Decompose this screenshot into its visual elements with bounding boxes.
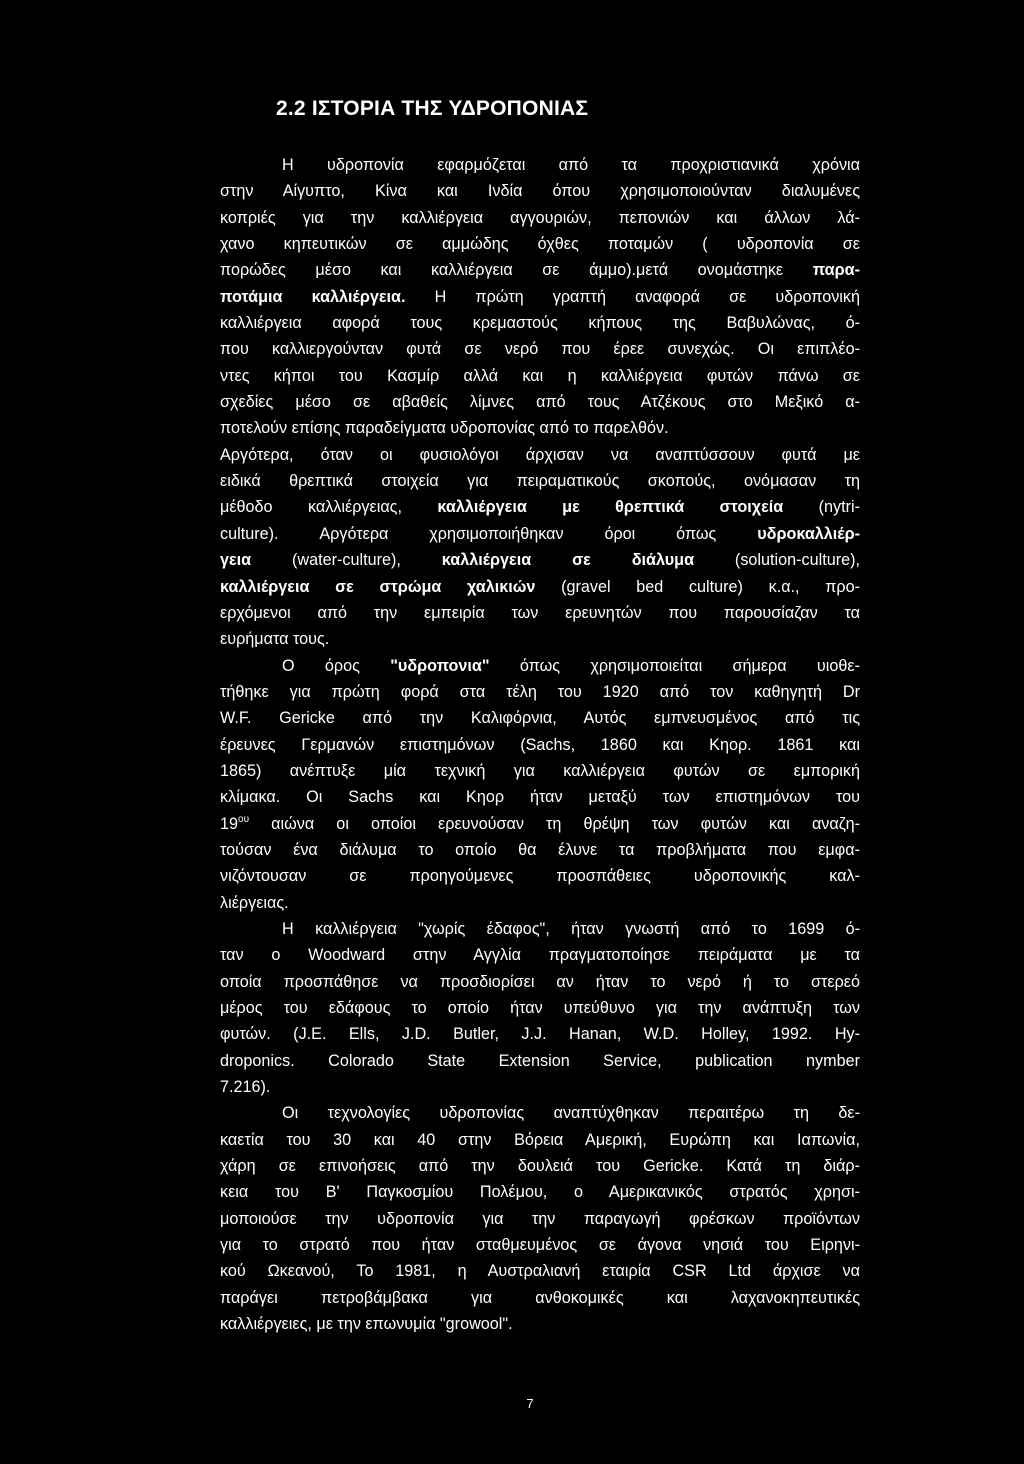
text-line <box>220 521 860 547</box>
text-line <box>220 1074 860 1100</box>
text-line <box>220 679 860 705</box>
text-segment: παράγει πετροβάμβακα για ανθοκομικές και λαχανοκηπευτικές <box>220 1288 860 1307</box>
text-line <box>220 547 860 573</box>
text-segment: φυτών. (J.E. Ells, J.D. Butler, J.J. Hanan, W.D. Holley, 1992. Hy- <box>220 1025 860 1044</box>
text-segment: (gravel bed culture) κ.α., προ- <box>535 577 860 596</box>
text-segment: (water-culture), <box>251 551 442 570</box>
text-line <box>220 1285 860 1311</box>
text-line <box>220 969 860 995</box>
text-segment: W.F. Gericke από την Καλιφόρνια, Αυτός εμπνευσμένος από τις <box>220 709 860 728</box>
text-segment: Αργότερα, όταν οι φυσιολόγοι άρχισαν να αναπτύσσουν φυτά με <box>220 445 860 464</box>
text-segment: ντες κήποι του Κασμίρ αλλά και η καλλιέργεια φυτών πάνω σε <box>220 366 860 385</box>
text-line <box>220 600 860 626</box>
text-line <box>220 284 860 310</box>
bold-text: γεια <box>220 551 252 570</box>
text-line <box>220 1153 860 1179</box>
text-segment: κοπριές για την καλλιέργεια αγγουριών, πεπονιών και άλλων λά- <box>220 208 860 227</box>
text-line <box>220 732 860 758</box>
text-segment: Η υδροπονία εφαρμόζεται από τα προχριστιανικά χρόνια <box>282 156 860 174</box>
text-segment: καλλιέργειες, με την επωνυμία "growool". <box>220 1315 513 1334</box>
text-line <box>220 336 860 362</box>
text-line <box>220 257 860 283</box>
text-line <box>220 1021 860 1047</box>
bold-text: ποτάμια καλλιέργεια. <box>220 287 406 306</box>
text-line <box>220 310 860 336</box>
bold-text: παρα- <box>812 261 860 280</box>
text-line <box>220 468 860 494</box>
text-segment: (nytri- <box>783 498 860 517</box>
text-line <box>220 231 860 257</box>
text-line <box>220 995 860 1021</box>
text-line <box>220 415 860 441</box>
text-segment: καλλιέργεια αφορά τους κρεμαστούς κήπους της Βαβυλώνας, ό- <box>220 314 860 333</box>
bold-text: καλλιέργεια σε διάλυμα <box>441 551 695 570</box>
text-segment: culture). Αργότερα χρησιμοποιήθηκαν όροι όπως <box>220 524 758 543</box>
text-segment: χάρη σε επινοήσεις από την δουλειά του Gericke. Κατά τη διάρ- <box>220 1157 860 1176</box>
text-line <box>220 705 860 731</box>
text-segment: κεια του Β' Παγκοσμίου Πολέμου, ο Αμερικανικός στρατός χρησι- <box>220 1183 860 1202</box>
text-segment: τούσαν ένα διάλυμα το οποίο θα έλυνε τα προβλήματα που εμφα- <box>220 840 860 859</box>
text-segment: για το στρατό που ήταν σταθμευμένος σε άγονα νησιά του Ειρηνι- <box>220 1236 860 1255</box>
text-segment: όπως χρησιμοποιείται σήμερα υιοθε- <box>489 656 860 675</box>
text-line <box>220 758 860 784</box>
text-line <box>220 942 860 968</box>
bold-text: υδροκαλλιέρ- <box>757 524 860 543</box>
page-number: 7 <box>526 1396 534 1411</box>
text-segment: καετία του 30 και 40 στην Βόρεια Αμερική, Ευρώπη και Ιαπωνία, <box>220 1130 860 1149</box>
text-segment: ευρήματα τους. <box>220 630 330 649</box>
text-line <box>220 1100 860 1126</box>
text-line <box>220 863 860 889</box>
text-segment: οποία προσπάθησε να προσδιορίσει αν ήταν το νερό ή το στερεό <box>220 972 860 991</box>
text-line <box>220 811 860 837</box>
text-segment: ειδικά θρεπτικά στοιχεία για πειραματικούς σκοπούς, ονόμασαν τη <box>220 472 860 491</box>
text-line <box>220 494 860 520</box>
text-segment: κλίμακα. Οι Sachs και Κηορ ήταν μεταξύ των επιστημόνων του <box>220 788 860 807</box>
superscript: ου <box>238 813 250 825</box>
text-segment: droponics. Colorado State Extension Service, publication nymber <box>220 1051 860 1070</box>
text-segment: κού Ωκεανού, Το 1981, η Αυστραλιανή εταιρία CSR Ltd άρχισε να <box>220 1262 860 1281</box>
text-line <box>220 363 860 389</box>
bold-text: καλλιέργεια σε στρώμα χαλικιών <box>220 577 536 596</box>
text-line <box>220 784 860 810</box>
text-segment: μέθοδο καλλιέργειας, <box>220 498 438 517</box>
text-segment: Η πρώτη γραπτή αναφορά σε υδροπονική <box>405 287 860 306</box>
section-heading: 2.2 ΙΣΤΟΡΙΑ ΤΗΣ ΥΔΡΟΠΟΝΙΑΣ <box>276 97 589 120</box>
text-segment: λιέργειας. <box>220 893 289 912</box>
text-segment: τήθηκε για πρώτη φορά στα τέλη του 1920 από τον καθηγητή Dr <box>220 682 860 701</box>
text-line <box>220 389 860 415</box>
text-line <box>220 152 860 178</box>
text-line <box>220 1311 860 1337</box>
text-line <box>220 442 860 468</box>
text-line <box>220 916 860 942</box>
text-segment: στην Αίγυπτο, Κίνα και Ινδία όπου χρησιμοποιούνταν διαλυμένες <box>220 182 860 201</box>
text-segment: ερχόμενοι από την εμπειρία των ερευνητών που παρουσίαζαν τα <box>220 603 860 622</box>
text-segment: 19 <box>220 814 239 833</box>
text-segment: Οι τεχνολογίες υδροπονίας αναπτύχθηκαν περαιτέρω τη δε- <box>282 1104 860 1123</box>
text-segment: σχεδίες μέσο σε αβαθείς λίμνες από τους Ατζέκους στο Μεξικό α- <box>220 393 860 412</box>
text-line <box>220 837 860 863</box>
text-line <box>220 1232 860 1258</box>
text-segment: Ο όρος <box>282 656 391 675</box>
text-line <box>220 890 860 916</box>
text-segment: που καλλιεργούνταν φυτά σε νερό που έρεε συνεχώς. Οι επιπλέο- <box>220 340 860 359</box>
text-line <box>220 205 860 231</box>
text-segment: Η καλλιέργεια "χωρίς έδαφος", ήταν γνωστή από το 1699 ό- <box>282 919 860 938</box>
body-text <box>220 152 860 1337</box>
text-line <box>220 178 860 204</box>
text-line <box>220 1127 860 1153</box>
text-segment: μέρος του εδάφους το οποίο ήταν υπεύθυνο για την ανάπτυξη των <box>220 999 860 1017</box>
text-line <box>220 1258 860 1284</box>
text-line <box>220 1179 860 1205</box>
bold-text: "υδροπονια" <box>390 656 490 675</box>
text-line <box>220 1048 860 1074</box>
text-line <box>220 626 860 652</box>
text-segment: 7.216). <box>220 1078 271 1097</box>
text-line <box>220 1206 860 1232</box>
text-segment: (solution-culture), <box>694 551 860 570</box>
text-segment: ποτελούν επίσης παραδείγματα υδροπονίας από το παρελθόν. <box>220 419 669 438</box>
text-segment: πορώδες μέσο και καλλιέργεια σε άμμο).μετά ονομάστηκε <box>220 261 813 280</box>
text-segment: ταν ο Woodward στην Αγγλία πραγματοποίησε πειράματα με τα <box>220 946 860 965</box>
text-segment: αιώνα οι οποίοι ερευνούσαν τη θρέψη των φυτών και αναζη- <box>249 814 860 833</box>
text-segment: χανο κηπευτικών σε αμμώδης όχθες ποταμών ( υδροπονία σε <box>220 235 860 254</box>
text-line <box>220 653 860 679</box>
text-segment: νιζόντουσαν σε προηγούμενες προσπάθειες υδροπονικής καλ- <box>220 867 860 886</box>
text-segment: μοποιούσε την υδροπονία για την παραγωγή φρέσκων προϊόντων <box>220 1209 860 1228</box>
text-line <box>220 574 860 600</box>
bold-text: καλλιέργεια με θρεπτικά στοιχεία <box>437 498 784 517</box>
text-segment: έρευνες Γερμανών επιστημόνων (Sachs, 1860 και Κηορ. 1861 και <box>220 735 860 754</box>
text-segment: 1865) ανέπτυξε μία τεχνική για καλλιέργεια φυτών σε εμπορική <box>220 761 860 780</box>
